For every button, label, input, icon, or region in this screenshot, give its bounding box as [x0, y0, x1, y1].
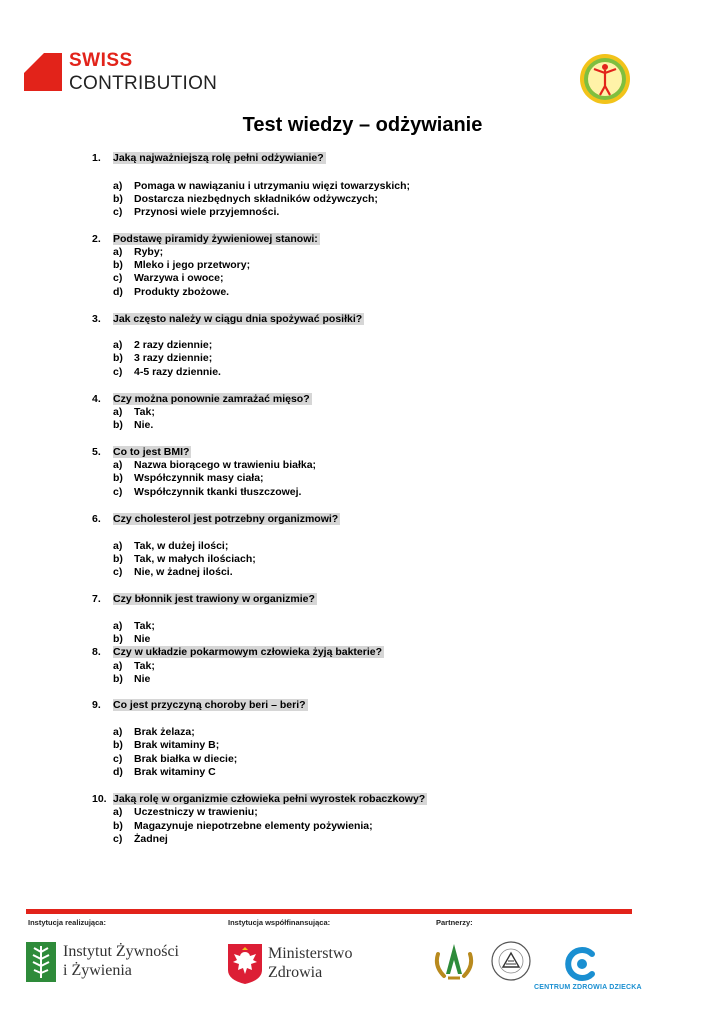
answer-2a: a) Ryby;: [113, 246, 164, 258]
question-2: 2. Podstawę piramidy żywieniowej stanowi:: [92, 233, 318, 245]
answer-6c: c) Nie, w żadnej ilości.: [113, 566, 233, 578]
page-title: Test wiedzy – odżywianie: [242, 114, 483, 136]
question-3: 3. Jak często należy w ciągu dnia spożywać posiłki?: [92, 313, 363, 325]
answer-4b: b) Nie.: [113, 419, 154, 431]
label-realizing-institution: Instytucja realizująca:: [28, 918, 106, 927]
answer-8a: a) Tak;: [113, 660, 155, 672]
izz-wheat-logo: [26, 942, 56, 982]
answer-5a: a) Nazwa biorącego w trawieniu białka;: [113, 459, 317, 471]
answer-4a: a) Tak;: [113, 406, 155, 418]
swiss-logo-line1: SWISS: [69, 50, 133, 71]
partner-laurel-logo: [432, 940, 476, 982]
answer-9b: b) Brak witaminy B;: [113, 739, 220, 751]
answer-3b: b) 3 razy dziennie;: [113, 352, 213, 364]
question-6: 6. Czy cholesterol jest potrzebny organizmowi?: [92, 513, 339, 525]
izz-name: Instytut Żywności i Żywienia: [63, 943, 179, 979]
answer-1b: b) Dostarcza niezbędnych składników odżywczych;: [113, 193, 378, 205]
question-10: 10. Jaką rolę w organizmie człowieka pełni wyrostek robaczkowy?: [92, 793, 426, 805]
answer-2d: d) Produkty zbożowe.: [113, 286, 230, 298]
question-7: 7. Czy błonnik jest trawiony w organizmie?: [92, 593, 315, 605]
label-cofinancing-institution: Instytucja współfinansująca:: [228, 918, 331, 927]
answer-8b: b) Nie: [113, 673, 151, 685]
answer-3c: c) 4-5 razy dziennie.: [113, 366, 221, 378]
answer-2b: b) Mleko i jego przetwory;: [113, 259, 251, 271]
answer-10a: a) Uczestniczy w trawieniu;: [113, 806, 258, 818]
answer-9c: c) Brak białka w diecie;: [113, 753, 238, 765]
question-1: 1. Jaką najważniejszą rolę pełni odżywianie?: [92, 152, 324, 164]
question-8: 8. Czy w układzie pokarmowym człowieka żyją bakterie?: [92, 646, 383, 658]
swiss-logo-line2: CONTRIBUTION: [69, 73, 218, 94]
czd-name: CENTRUM ZDROWIA DZIECKA: [534, 984, 642, 991]
answer-6a: a) Tak, w dużej ilości;: [113, 540, 229, 552]
answer-10c: c) Żadnej: [113, 833, 168, 845]
answer-1a: a) Pomaga w nawiązaniu i utrzymaniu więzi towarzyskich;: [113, 180, 410, 192]
answer-1c: c) Przynosi wiele przyjemności.: [113, 206, 280, 218]
footer-divider: [26, 909, 632, 914]
answer-10b: b) Magazynuje niepotrzebne elementy pożywienia;: [113, 820, 373, 832]
answer-9a: a) Brak żelaza;: [113, 726, 195, 738]
answer-9d: d) Brak witaminy C: [113, 766, 216, 778]
answer-5c: c) Współczynnik tkanki tłuszczowej.: [113, 486, 302, 498]
answer-2c: c) Warzywa i owoce;: [113, 272, 224, 284]
answer-5b: b) Współczynnik masy ciała;: [113, 472, 264, 484]
question-4: 4. Czy można ponownie zamrażać mięso?: [92, 393, 310, 405]
question-9: 9. Co jest przyczyną choroby beri – beri?: [92, 699, 306, 711]
answer-3a: a) 2 razy dziennie;: [113, 339, 213, 351]
swiss-contribution-logo-mark: [24, 53, 62, 91]
czd-logo-mark: [562, 946, 602, 982]
polish-eagle-emblem: [228, 944, 262, 984]
health-badge-logo: [579, 53, 631, 105]
partner-society-seal: [490, 940, 532, 982]
ministry-name: Ministerstwo Zdrowia: [268, 945, 353, 981]
answer-7a: a) Tak;: [113, 620, 155, 632]
question-5: 5. Co to jest BMI?: [92, 446, 190, 458]
answer-7b: b) Nie: [113, 633, 151, 645]
answer-6b: b) Tak, w małych ilościach;: [113, 553, 256, 565]
label-partners: Partnerzy:: [436, 918, 473, 927]
